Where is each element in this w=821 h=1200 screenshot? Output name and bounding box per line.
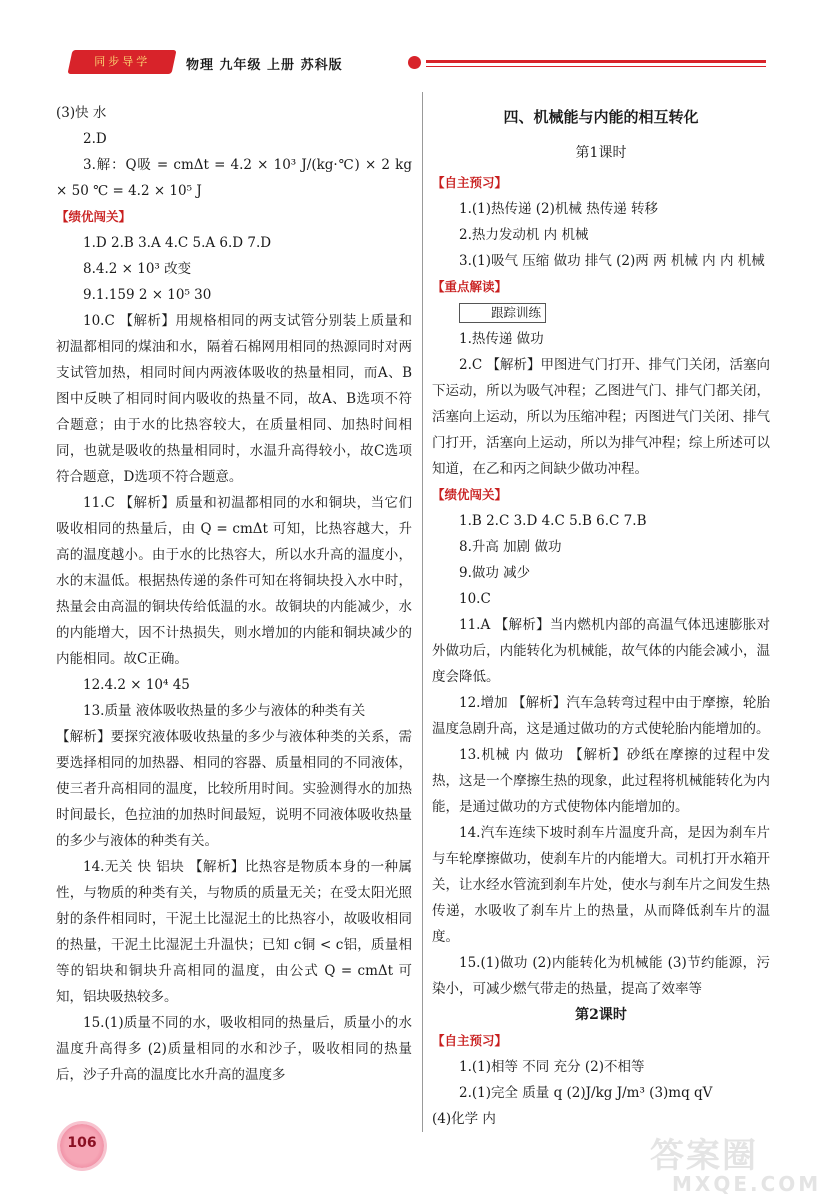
answer-paragraph: 11.C 【解析】质量和初温都相同的水和铜块，当它们吸收相同的热量后，由 Q = cmΔt 可知，比热容越大，升高的温度越小。由于水的比热容大，所以水升高的温度小，水的末温低。根据热传递的条件可知在将铜块投入水中时，热量会由高温的铜块传给低温的水。故铜块的内能减少，水的内能增大，因不计热损失，则水增加的内能和铜块减少的内能相同。故C正确。 [56, 495, 412, 667]
section-heading: 【绩优闯关】 [432, 487, 508, 502]
column-divider [422, 92, 423, 1132]
answer-line: (4)化学 内 [432, 1111, 496, 1127]
answer-line: 3.(1)吸气 压缩 做功 排气 (2)两 两 机械 内 内 机械 [459, 253, 765, 269]
answer-paragraph: 13.机械 内 做功 【解析】砂纸在摩擦的过程中发热，这是一个摩擦生热的现象，此过程将机械能转化为内能，是通过做功的方式使物体内能增加的。 [432, 747, 770, 815]
answer-line: 2.(1)完全 质量 q (2)J/kg J/m³ (3)mq qV [459, 1085, 713, 1101]
page-number: 106 [67, 1135, 97, 1151]
answer-line: 2.D [83, 131, 107, 147]
answer-line: 13.质量 液体吸收热量的多少与液体的种类有关 [83, 703, 366, 719]
header-dot-icon [408, 56, 421, 69]
section-heading: 【自主预习】 [432, 175, 508, 190]
watermark-url: MXQE.COM [672, 1172, 821, 1196]
right-column [432, 100, 770, 1132]
answer-paragraph: 10.C 【解析】用规格相同的两支试管分别装上质量和初温都相同的煤油和水，隔着石棉网用相同的热源同时对两支试管加热，相同时间内两液体吸收的热量相同，而A、B图中反映了相同时间内吸收的热量不同，故A、B选项不符合题意；由于水的比热容较大，在质量相同、加热时间相同，也就是吸收的热量相同时，水温升高得较小，故C选项符合题意，D选项不符合题意。 [56, 313, 412, 485]
section-heading: 【绩优闯关】 [56, 209, 132, 224]
section-heading: 【自主预习】 [432, 1033, 508, 1048]
left-column [56, 100, 412, 1088]
answer-paragraph: 14.汽车连续下坡时刹车片温度升高，是因为刹车片与车轮摩擦做功，使刹车片的内能增大。司机打开水箱开关，让水经水管流到刹车片处，使水与刹车片之间发生热传递，水吸收了刹车片上的热量，从而降低刹车片的温度。 [432, 825, 770, 945]
answer-line: 1.(1)热传递 (2)机械 热传递 转移 [459, 201, 658, 217]
watermark-text: 答案圈 [650, 1136, 758, 1176]
answer-line: 8.升高 加剧 做功 [459, 539, 562, 555]
lesson-title: 第2课时 [575, 1007, 627, 1023]
header-subtitle: 物理 九年级 上册 苏科版 [186, 58, 343, 73]
answer-line: 12.4.2 × 10⁴ 45 [83, 677, 190, 693]
answer-paragraph: 14.无关 快 铝块 【解析】比热容是物质本身的一种属性，与物质的种类有关，与物质的质量无关；在受太阳光照射的条件相同时，干泥土比湿泥土的比热容小，故吸收相同的热量，干泥土比湿泥土升温快；已知 c铜 < c铝，质量相等的铝块和铜块升高相同的温度，由公式 Q = cmΔt 可知，铝块吸热较多。 [56, 859, 412, 1005]
answer-paragraph: 【解析】要探究液体吸收热量的多少与液体种类的关系，需要选择相同的加热器、相同的容器、质量相同的不同液体，使三者升高相同的温度，比较所用时间。实验测得水的加热时间最长，色拉油的加热时间最短，说明不同液体吸收热量的多少与液体的种类有关。 [56, 729, 412, 849]
answer-line: 1.热传递 做功 [459, 331, 544, 347]
answer-paragraph: 2.C 【解析】甲图进气门打开、排气门关闭，活塞向下运动，所以为吸气冲程；乙图进气门、排气门都关闭，活塞向上运动，所以为压缩冲程；丙图进气门关闭、排气门打开，活塞向上运动，所以为排气冲程；综上所述可以知道，在乙和丙之间缺少做功冲程。 [432, 357, 771, 477]
chapter-title: 四、机械能与内能的相互转化 [503, 108, 699, 126]
answer-line: 9.做功 减少 [459, 565, 531, 581]
answer-line: 8.4.2 × 10³ 改变 [83, 261, 192, 277]
header-rule-thin [426, 66, 766, 67]
lesson-title: 第1课时 [575, 145, 627, 161]
section-heading: 【重点解读】 [432, 279, 508, 294]
answer-paragraph: 12.增加 【解析】汽车急转弯过程中由于摩擦，轮胎温度急剧升高，这是通过做功的方式使轮胎内能增加的。 [432, 695, 770, 737]
answer-line: 1.B 2.C 3.D 4.C 5.B 6.C 7.B [459, 513, 647, 529]
page-header [70, 48, 770, 78]
answer-line: 9.1.159 2 × 10⁵ 30 [83, 287, 212, 303]
answer-line: (3)快 水 [56, 105, 107, 121]
header-rule [426, 60, 766, 63]
answer-paragraph: 15.(1)做功 (2)内能转化为机械能 (3)节约能源，污染小，可减少燃气带走的热量，提高了效率等 [432, 955, 770, 997]
watermark [650, 1128, 821, 1198]
brand-text: 同步导学 [94, 55, 151, 68]
answer-line: 10.C [459, 591, 491, 607]
answer-line: 3.解：Q吸 = cmΔt = 4.2 × 10³ J/(kg·℃) × 2 kg × 50 ℃ = 4.2 × 10⁵ J [56, 157, 412, 199]
answer-line: 2.热力发动机 内 机械 [459, 227, 589, 243]
answer-line: 1.D 2.B 3.A 4.C 5.A 6.D 7.D [83, 235, 272, 251]
brand-badge [67, 50, 176, 74]
answer-paragraph: 11.A 【解析】当内燃机内部的高温气体迅速膨胀对外做功后，内能转化为机械能，故气体的内能会减小，温度会降低。 [432, 617, 770, 685]
page-number-badge [60, 1124, 104, 1168]
answer-paragraph: 15.(1)质量不同的水，吸收相同的热量后，质量小的水温度升高得多 (2)质量相同的水和沙子，吸收相同的热量后，沙子升高的温度比水升高的温度多 [56, 1015, 412, 1083]
tracking-label: 跟踪训练 [459, 303, 546, 323]
answer-line: 1.(1)相等 不同 充分 (2)不相等 [459, 1059, 645, 1075]
